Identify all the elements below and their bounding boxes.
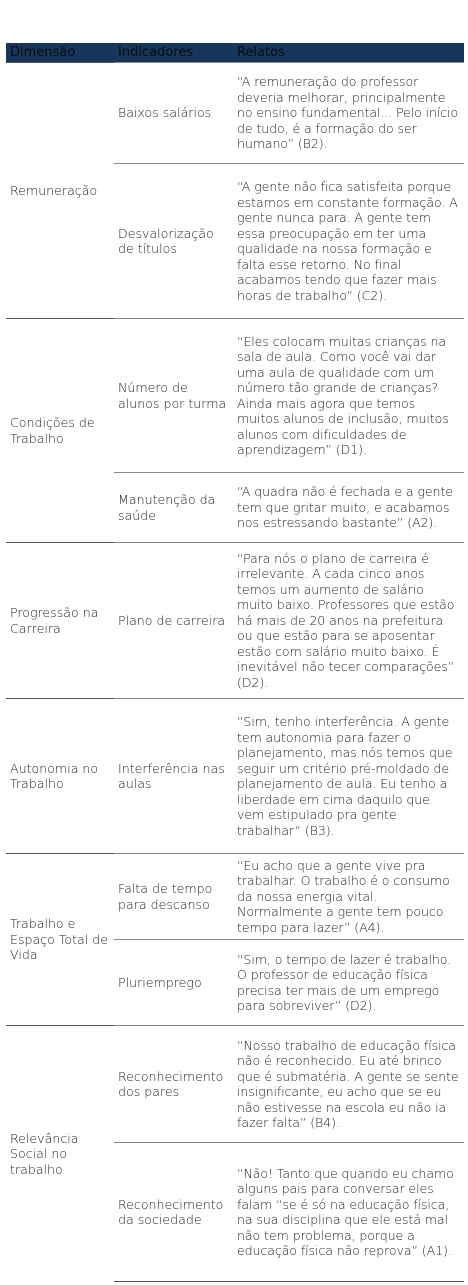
header-row <box>6 43 464 63</box>
table-row <box>6 854 464 940</box>
quote-cell: “Eu acho que a gente vive pra trabalhar. O trabalho é o consumo da nossa energia vital. Normalmente a gente tem pouco tempo para lazer” (A4). <box>233 854 464 940</box>
quote-cell: “Para nós o plano de carreira é irrelevante. A cada cinco anos temos um aumento de salário muito baixo. Professores que estão há mais de 20 anos na prefeitura ou que estão para se aposentar estão com salário muito baixo. É inevitável não tecer comparações” (D2). <box>233 543 464 699</box>
indicator-cell: Plano de carreira <box>114 543 233 699</box>
dimension-cell: Autonomia no Trabalho <box>6 699 114 854</box>
table-row <box>6 1026 464 1143</box>
header-dimensao: Dimensão <box>6 43 114 63</box>
relatos-table <box>6 43 464 1282</box>
table-row <box>6 63 464 164</box>
indicator-cell: Falta de tempo para descanso <box>114 854 233 940</box>
header-relatos: Relatos <box>233 43 464 63</box>
quote-cell: “Sim, o tempo de lazer é trabalho. O professor de educação física precisa ter mais de um emprego para sobreviver” (D2). <box>233 940 464 1026</box>
indicator-cell: Interferência nas aulas <box>114 699 233 854</box>
quote-cell: “Sim, tenho interferência. A gente tem autonomia para fazer o planejamento, mas nós temos que seguir um critério pré-moldado de planejamento de aula. Eu tenho a liberdade em cima daquilo que vem estipulado pra gente trabalhar” (B3). <box>233 699 464 854</box>
quote-cell: “Eles colocam muitas crianças na sala de aula. Como você vai dar uma aula de qualidade com um número tão grande de crianças? Ainda mais agora que temos muitos alunos de inclusão, muitos alunos com dificuldades de aprendizagem” (D1). <box>233 319 464 473</box>
indicator-cell: Desvalorização de títulos <box>114 164 233 319</box>
table-row <box>6 319 464 473</box>
table-row <box>6 543 464 699</box>
header-indicadores: Indicadores <box>114 43 233 63</box>
dimension-cell: Progressão na Carreira <box>6 543 114 699</box>
dimension-cell: Remuneração <box>6 63 114 319</box>
quote-cell: “A quadra não é fechada e a gente tem que gritar muito, e acabamos nos estressando bastante” (A2). <box>233 473 464 543</box>
indicator-cell: Reconhecimento dos pares <box>114 1026 233 1143</box>
quote-cell: “A remuneração do professor deveria melhorar, principalmente no ensino fundamental... Pelo início de tudo, é a formação do ser humano” (B2). <box>233 63 464 164</box>
indicator-cell: Pluriemprego <box>114 940 233 1026</box>
indicator-cell: Manutenção da saúde <box>114 473 233 543</box>
dimension-cell: Trabalho e Espaço Total de Vida <box>6 854 114 1026</box>
quote-cell: “A gente não fica satisfeita porque estamos em constante formação. A gente nunca para. A gente tem essa preocupação em ter uma qualidade na nossa formação e falta esse retorno. No final acabamos tendo que fazer mais horas de trabalho” (C2). <box>233 164 464 319</box>
quote-cell: “Nosso trabalho de educação física não é reconhecido. Eu até brinco que é submatéria. A gente se sente insignificante, eu acho que se eu não estivesse na escola eu não ia fazer falta” (B4). <box>233 1026 464 1143</box>
indicator-cell: Número de alunos por turma <box>114 319 233 473</box>
indicator-cell: Baixos salários <box>114 63 233 164</box>
table-row <box>6 699 464 854</box>
indicator-cell: Reconhecimento da sociedade <box>114 1143 233 1282</box>
dimension-cell: Condições de Trabalho <box>6 319 114 543</box>
quote-cell: “Não! Tanto que quando eu chamo alguns pais para conversar eles falam “se é só na educação física, na sua disciplina que ele está mal não tem problema, porque a educação física não reprova” (A1). <box>233 1143 464 1282</box>
dimension-cell: Relevância Social no trabalho <box>6 1026 114 1282</box>
